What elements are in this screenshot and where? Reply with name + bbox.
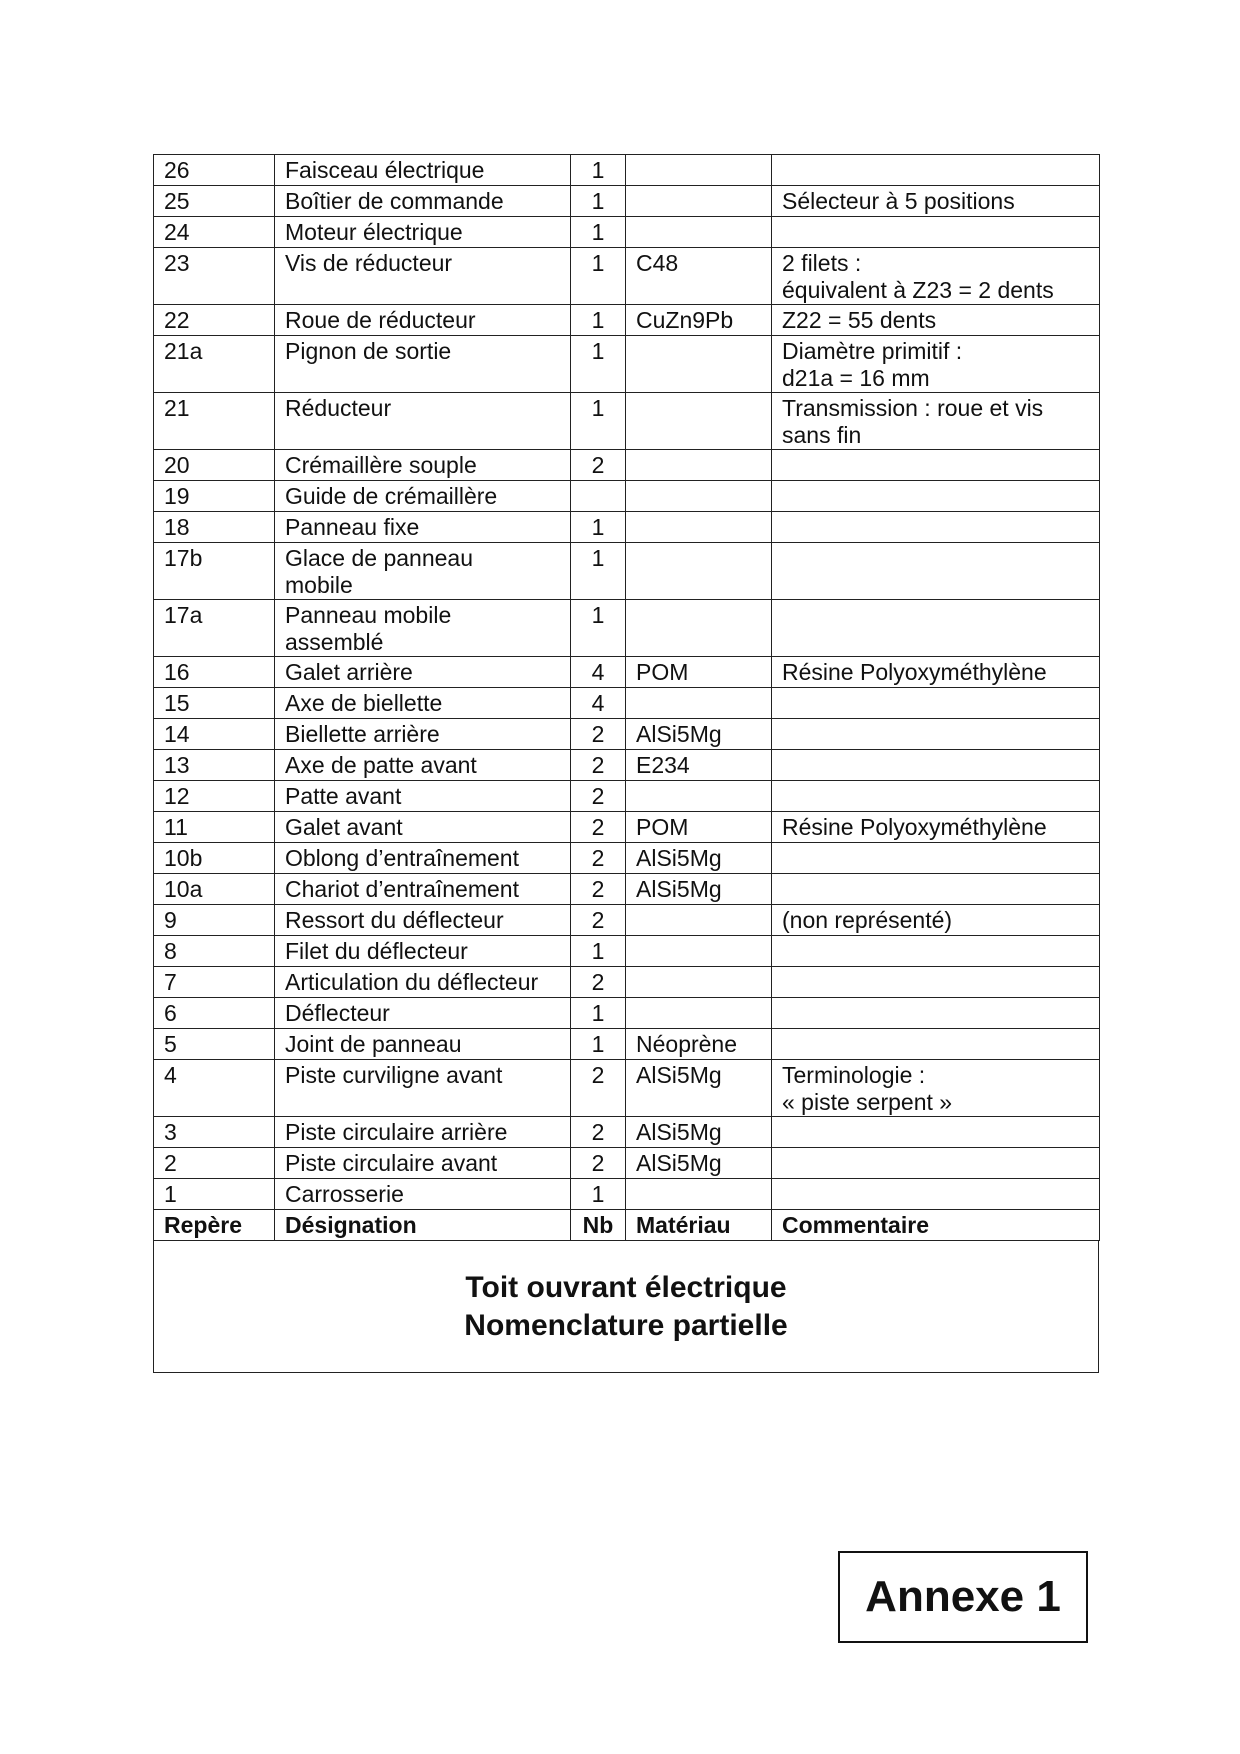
cell-designation: Glace de panneau mobile bbox=[275, 543, 571, 600]
cell-nb: 2 bbox=[571, 812, 626, 843]
cell-repere: 24 bbox=[154, 217, 275, 248]
header-nb: Nb bbox=[571, 1210, 626, 1241]
cell-designation: Déflecteur bbox=[275, 998, 571, 1029]
cell-designation: Crémaillère souple bbox=[275, 450, 571, 481]
cell-commentaire bbox=[772, 936, 1100, 967]
cell-commentaire: Résine Polyoxyméthylène bbox=[772, 812, 1100, 843]
cell-commentaire bbox=[772, 781, 1100, 812]
cell-repere: 21a bbox=[154, 336, 275, 393]
cell-repere: 20 bbox=[154, 450, 275, 481]
table-row bbox=[154, 781, 1100, 812]
cell-commentaire bbox=[772, 750, 1100, 781]
cell-commentaire: Z22 = 55 dents bbox=[772, 305, 1100, 336]
cell-designation: Filet du déflecteur bbox=[275, 936, 571, 967]
table-header-row bbox=[154, 1210, 1100, 1241]
cell-repere: 17a bbox=[154, 600, 275, 657]
cell-commentaire: Terminologie : « piste serpent » bbox=[772, 1060, 1100, 1117]
cell-commentaire bbox=[772, 450, 1100, 481]
cell-materiau bbox=[626, 393, 772, 450]
cell-nb: 1 bbox=[571, 248, 626, 305]
cell-repere: 4 bbox=[154, 1060, 275, 1117]
table-row bbox=[154, 905, 1100, 936]
cell-commentaire: Transmission : roue et vis sans fin bbox=[772, 393, 1100, 450]
table-row bbox=[154, 336, 1100, 393]
cell-materiau: AlSi5Mg bbox=[626, 874, 772, 905]
table-row bbox=[154, 874, 1100, 905]
cell-nb: 2 bbox=[571, 874, 626, 905]
annexe-label: Annexe 1 bbox=[838, 1551, 1088, 1643]
cell-commentaire bbox=[772, 543, 1100, 600]
table-row bbox=[154, 481, 1100, 512]
cell-designation: Axe de biellette bbox=[275, 688, 571, 719]
table-row bbox=[154, 543, 1100, 600]
cell-commentaire bbox=[772, 843, 1100, 874]
cell-designation: Guide de crémaillère bbox=[275, 481, 571, 512]
cell-materiau bbox=[626, 688, 772, 719]
cell-nb bbox=[571, 481, 626, 512]
cell-commentaire bbox=[772, 1117, 1100, 1148]
table-row bbox=[154, 1148, 1100, 1179]
cell-repere: 21 bbox=[154, 393, 275, 450]
cell-materiau bbox=[626, 336, 772, 393]
table-row bbox=[154, 843, 1100, 874]
cell-materiau bbox=[626, 155, 772, 186]
table-row bbox=[154, 657, 1100, 688]
cell-nb: 1 bbox=[571, 305, 626, 336]
cell-materiau bbox=[626, 998, 772, 1029]
cell-nb: 2 bbox=[571, 1148, 626, 1179]
nomenclature-table bbox=[153, 154, 1100, 1241]
cell-designation: Ressort du déflecteur bbox=[275, 905, 571, 936]
cell-commentaire: (non représenté) bbox=[772, 905, 1100, 936]
table-row bbox=[154, 1117, 1100, 1148]
cell-nb: 1 bbox=[571, 186, 626, 217]
cell-nb: 4 bbox=[571, 657, 626, 688]
table-row bbox=[154, 1029, 1100, 1060]
cell-materiau: Néoprène bbox=[626, 1029, 772, 1060]
cell-designation: Vis de réducteur bbox=[275, 248, 571, 305]
table-row bbox=[154, 450, 1100, 481]
cell-repere: 15 bbox=[154, 688, 275, 719]
table-row bbox=[154, 719, 1100, 750]
cell-commentaire bbox=[772, 1179, 1100, 1210]
cell-commentaire bbox=[772, 874, 1100, 905]
cell-commentaire bbox=[772, 688, 1100, 719]
cell-designation: Panneau fixe bbox=[275, 512, 571, 543]
cell-materiau: POM bbox=[626, 812, 772, 843]
cell-designation: Axe de patte avant bbox=[275, 750, 571, 781]
cell-repere: 22 bbox=[154, 305, 275, 336]
cell-materiau bbox=[626, 186, 772, 217]
cell-commentaire bbox=[772, 719, 1100, 750]
cell-materiau: CuZn9Pb bbox=[626, 305, 772, 336]
table-row bbox=[154, 1060, 1100, 1117]
cell-materiau bbox=[626, 905, 772, 936]
cell-commentaire: 2 filets : équivalent à Z23 = 2 dents bbox=[772, 248, 1100, 305]
table-row bbox=[154, 750, 1100, 781]
cell-designation: Patte avant bbox=[275, 781, 571, 812]
cell-nb: 1 bbox=[571, 393, 626, 450]
cell-materiau bbox=[626, 936, 772, 967]
cell-materiau bbox=[626, 781, 772, 812]
cell-commentaire bbox=[772, 600, 1100, 657]
cell-repere: 16 bbox=[154, 657, 275, 688]
cell-materiau bbox=[626, 217, 772, 248]
cell-commentaire bbox=[772, 155, 1100, 186]
cell-repere: 13 bbox=[154, 750, 275, 781]
cell-materiau: AlSi5Mg bbox=[626, 1148, 772, 1179]
cell-designation: Chariot d’entraînement bbox=[275, 874, 571, 905]
cell-materiau bbox=[626, 600, 772, 657]
table-row bbox=[154, 936, 1100, 967]
cell-nb: 1 bbox=[571, 543, 626, 600]
title-block bbox=[153, 1241, 1099, 1373]
cell-designation: Réducteur bbox=[275, 393, 571, 450]
cell-repere: 17b bbox=[154, 543, 275, 600]
cell-repere: 26 bbox=[154, 155, 275, 186]
nomenclature-sheet bbox=[153, 154, 1099, 1373]
cell-designation: Joint de panneau bbox=[275, 1029, 571, 1060]
cell-nb: 2 bbox=[571, 967, 626, 998]
cell-repere: 12 bbox=[154, 781, 275, 812]
cell-nb: 2 bbox=[571, 905, 626, 936]
title-line-2: Nomenclature partielle bbox=[464, 1308, 788, 1342]
cell-materiau bbox=[626, 481, 772, 512]
cell-materiau: POM bbox=[626, 657, 772, 688]
cell-materiau: E234 bbox=[626, 750, 772, 781]
cell-nb: 1 bbox=[571, 1179, 626, 1210]
cell-commentaire bbox=[772, 1029, 1100, 1060]
table-row bbox=[154, 186, 1100, 217]
cell-nb: 1 bbox=[571, 1029, 626, 1060]
cell-nb: 2 bbox=[571, 750, 626, 781]
cell-repere: 18 bbox=[154, 512, 275, 543]
cell-nb: 1 bbox=[571, 512, 626, 543]
cell-commentaire: Sélecteur à 5 positions bbox=[772, 186, 1100, 217]
cell-designation: Galet avant bbox=[275, 812, 571, 843]
cell-materiau: C48 bbox=[626, 248, 772, 305]
cell-materiau: AlSi5Mg bbox=[626, 843, 772, 874]
table-row bbox=[154, 248, 1100, 305]
cell-materiau bbox=[626, 512, 772, 543]
table-row bbox=[154, 967, 1100, 998]
cell-designation: Piste curviligne avant bbox=[275, 1060, 571, 1117]
cell-repere: 23 bbox=[154, 248, 275, 305]
cell-materiau bbox=[626, 543, 772, 600]
cell-repere: 1 bbox=[154, 1179, 275, 1210]
table-row bbox=[154, 393, 1100, 450]
cell-nb: 1 bbox=[571, 336, 626, 393]
cell-nb: 4 bbox=[571, 688, 626, 719]
cell-repere: 19 bbox=[154, 481, 275, 512]
cell-nb: 1 bbox=[571, 217, 626, 248]
cell-nb: 2 bbox=[571, 719, 626, 750]
cell-designation: Piste circulaire avant bbox=[275, 1148, 571, 1179]
cell-designation: Boîtier de commande bbox=[275, 186, 571, 217]
cell-commentaire: Diamètre primitif : d21a = 16 mm bbox=[772, 336, 1100, 393]
cell-materiau: AlSi5Mg bbox=[626, 1117, 772, 1148]
cell-designation: Galet arrière bbox=[275, 657, 571, 688]
cell-designation: Articulation du déflecteur bbox=[275, 967, 571, 998]
cell-repere: 14 bbox=[154, 719, 275, 750]
cell-commentaire bbox=[772, 481, 1100, 512]
cell-repere: 8 bbox=[154, 936, 275, 967]
cell-designation: Piste circulaire arrière bbox=[275, 1117, 571, 1148]
table-body bbox=[154, 155, 1100, 1210]
cell-materiau bbox=[626, 1179, 772, 1210]
table-row bbox=[154, 155, 1100, 186]
header-materiau: Matériau bbox=[626, 1210, 772, 1241]
header-commentaire: Commentaire bbox=[772, 1210, 1100, 1241]
cell-nb: 2 bbox=[571, 1117, 626, 1148]
cell-commentaire bbox=[772, 512, 1100, 543]
cell-repere: 7 bbox=[154, 967, 275, 998]
table-row bbox=[154, 998, 1100, 1029]
cell-repere: 3 bbox=[154, 1117, 275, 1148]
cell-designation: Roue de réducteur bbox=[275, 305, 571, 336]
cell-repere: 10b bbox=[154, 843, 275, 874]
table-row bbox=[154, 812, 1100, 843]
cell-designation: Moteur électrique bbox=[275, 217, 571, 248]
cell-nb: 2 bbox=[571, 450, 626, 481]
cell-nb: 1 bbox=[571, 936, 626, 967]
cell-designation: Panneau mobile assemblé bbox=[275, 600, 571, 657]
cell-repere: 5 bbox=[154, 1029, 275, 1060]
cell-repere: 25 bbox=[154, 186, 275, 217]
cell-nb: 1 bbox=[571, 155, 626, 186]
cell-materiau bbox=[626, 450, 772, 481]
cell-materiau bbox=[626, 967, 772, 998]
table-row bbox=[154, 1179, 1100, 1210]
cell-materiau: AlSi5Mg bbox=[626, 1060, 772, 1117]
title-line-1: Toit ouvrant électrique bbox=[465, 1270, 787, 1304]
cell-nb: 2 bbox=[571, 781, 626, 812]
cell-designation: Pignon de sortie bbox=[275, 336, 571, 393]
table-row bbox=[154, 217, 1100, 248]
cell-designation: Faisceau électrique bbox=[275, 155, 571, 186]
cell-nb: 2 bbox=[571, 843, 626, 874]
cell-nb: 1 bbox=[571, 998, 626, 1029]
cell-commentaire bbox=[772, 967, 1100, 998]
cell-nb: 2 bbox=[571, 1060, 626, 1117]
cell-commentaire: Résine Polyoxyméthylène bbox=[772, 657, 1100, 688]
cell-commentaire bbox=[772, 217, 1100, 248]
cell-repere: 2 bbox=[154, 1148, 275, 1179]
header-designation: Désignation bbox=[275, 1210, 571, 1241]
cell-commentaire bbox=[772, 1148, 1100, 1179]
cell-designation: Oblong d’entraînement bbox=[275, 843, 571, 874]
table-row bbox=[154, 688, 1100, 719]
table-row bbox=[154, 512, 1100, 543]
cell-commentaire bbox=[772, 998, 1100, 1029]
cell-repere: 11 bbox=[154, 812, 275, 843]
cell-repere: 10a bbox=[154, 874, 275, 905]
cell-designation: Biellette arrière bbox=[275, 719, 571, 750]
table-row bbox=[154, 305, 1100, 336]
cell-nb: 1 bbox=[571, 600, 626, 657]
cell-designation: Carrosserie bbox=[275, 1179, 571, 1210]
cell-materiau: AlSi5Mg bbox=[626, 719, 772, 750]
cell-repere: 9 bbox=[154, 905, 275, 936]
cell-repere: 6 bbox=[154, 998, 275, 1029]
header-repere: Repère bbox=[154, 1210, 275, 1241]
table-row bbox=[154, 600, 1100, 657]
